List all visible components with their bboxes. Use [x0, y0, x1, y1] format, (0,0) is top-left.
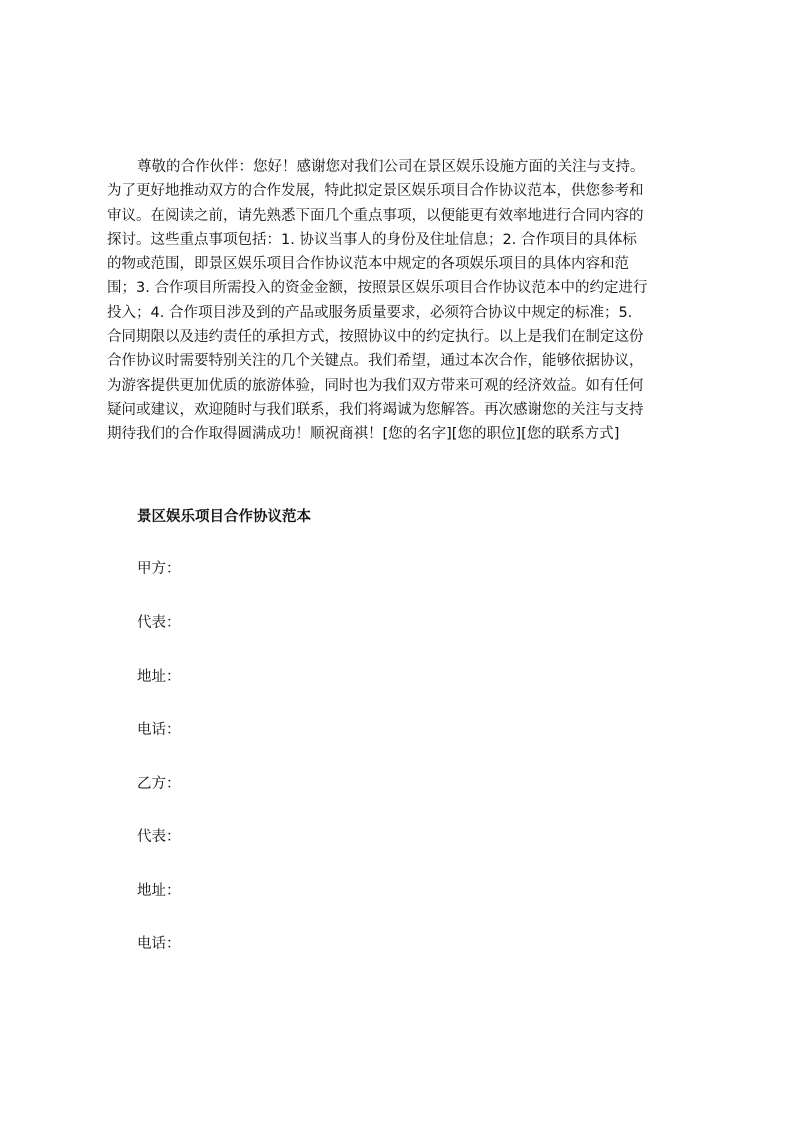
party-a-label: 甲方：: [137, 561, 181, 577]
intro-line: 合同期限以及违约责任的承担方式，按照协议中的约定执行。以上是我们在制定这份: [107, 329, 644, 346]
party-a-phone: 电话：: [137, 722, 181, 738]
intro-line: 疑问或建议，欢迎随时与我们联系，我们将竭诚为您解答。再次感谢您的关注与支持: [107, 401, 644, 418]
party-b-address: 地址：: [137, 883, 181, 899]
intro-line: 审议。在阅读之前，请先熟悉下面几个重点事项，以便能更有效率地进行合同内容的: [107, 207, 644, 224]
party-a-representative: 代表：: [137, 615, 181, 631]
intro-line: 为了更好地推动双方的合作发展，特此拟定景区娱乐项目合作协议范本，供您参考和: [107, 183, 644, 200]
party-b-phone: 电话：: [137, 936, 181, 952]
intro-paragraph: [107, 155, 697, 447]
intro-line: 投入；4. 合作项目涉及到的产品或服务质量要求，必须符合协议中规定的标准；5.: [107, 304, 633, 321]
party-b-label: 乙方：: [137, 776, 181, 792]
intro-line: 的物或范围，即景区娱乐项目合作协议范本中规定的各项娱乐项目的具体内容和范: [107, 256, 629, 273]
intro-line: 探讨。这些重点事项包括：1. 协议当事人的身份及住址信息；2. 合作项目的具体标: [107, 231, 637, 248]
intro-line: 为游客提供更加优质的旅游体验，同时也为我们双方带来可观的经济效益。如有任何: [107, 377, 644, 394]
intro-line: 围；3. 合作项目所需投入的资金金额，按照景区娱乐项目合作协议范本中的约定进行: [107, 280, 648, 297]
intro-line: 尊敬的合作伙伴：您好！感谢您对我们公司在景区娱乐设施方面的关注与支持。: [137, 159, 645, 175]
party-b-representative: 代表：: [137, 829, 181, 845]
agreement-title: 景区娱乐项目合作协议范本: [137, 509, 311, 525]
intro-line: 期待我们的合作取得圆满成功！顺祝商祺！[您的名字][您的职位][您的联系方式]: [107, 426, 620, 443]
party-a-address: 地址：: [137, 669, 181, 685]
intro-line: 合作协议时需要特别关注的几个关键点。我们希望，通过本次合作，能够依据协议，: [107, 353, 644, 370]
